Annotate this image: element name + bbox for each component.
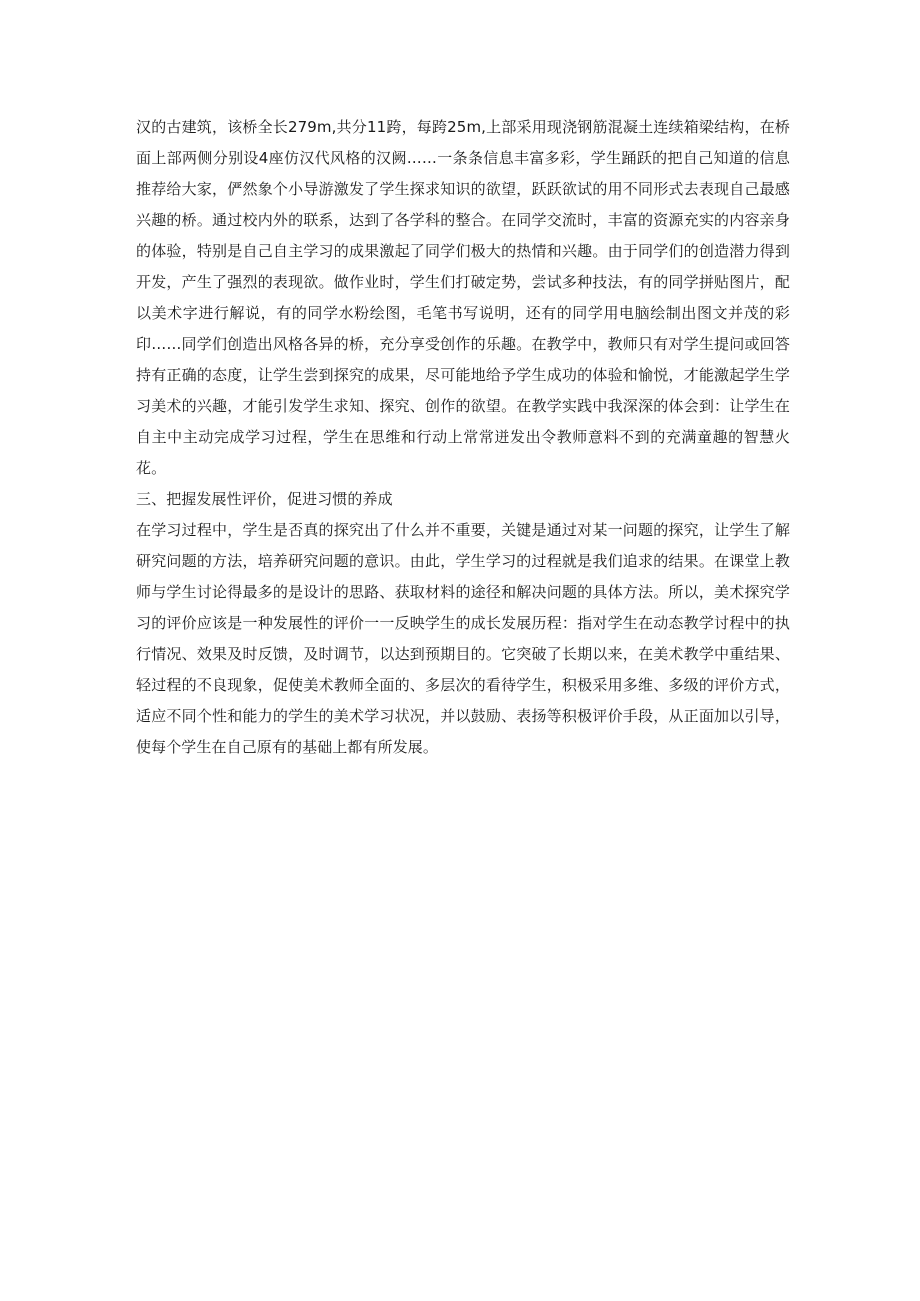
body-paragraph: 在学习过程中，学生是否真的探究出了什么并不重要，关键是通过对某一问题的探究，让学生了解研究问题的方法，培养研究问题的意识。由此，学生学习的过程就是我们追求的结果。在课堂上教师与学生讨论得最多的是设计的思路、获取材料的途径和解决问题的具体方法。所以，美术探究学习的评价应该是一种发展性的评价一一反映学生的成长发展历程：指对学生在动态教学讨程中的执行情况、效果及时反馈，及时调节，以达到预期目的。它突破了长期以来，在美术教学中重结果、轻过程的不良现象，促使美术教师全面的、多层次的看待学生，积极采用多维、多级的评价方式，适应不同个性和能力的学生的美术学习状况，并以鼓励、表扬等积极评价手段，从正面加以引导，使每个学生在自己原有的基础上都有所发展。 — [136, 521, 790, 756]
document-body — [136, 112, 790, 763]
body-paragraph: 汉的古建筑，该桥全长279m,共分11跨，每跨25m,上部采用现浇钢筋混凝土连续箱梁结构，在桥面上部两侧分别设4座仿汉代风格的汉阙……一条条信息丰富多彩，学生踊跃的把自己知道的信息推荐给大家，俨然象个小导游激发了学生探求知识的欲望，跃跃欲试的用不同形式去表现自己最感兴趣的桥。通过校内外的联系，达到了各学科的整合。在同学交流时，丰富的资源充实的内容亲身的体验，特别是自己自主学习的成果激起了同学们极大的热情和兴趣。由于同学们的创造潜力得到开发，产生了强烈的表现欲。做作业时，学生们打破定势，尝试多种技法，有的同学拼贴图片，配以美术字进行解说，有的同学水粉绘图，毛笔书写说明，还有的同学用电脑绘制出图文并茂的彩印……同学们创造出风格各异的桥，充分享受创作的乐趣。在教学中，教师只有对学生提问或回答持有正确的态度，让学生尝到探究的成果，尽可能地给予学生成功的体验和愉悦，才能激起学生学习美术的兴趣，才能引发学生求知、探究、创作的欲望。在教学实践中我深深的体会到：让学生在自主中主动完成学习过程，学生在思维和行动上常常迸发出令教师意料不到的充满童趣的智慧火花。 — [136, 118, 790, 477]
section-heading: 三、把握发展性评价，促进习惯的养成 — [136, 490, 393, 508]
